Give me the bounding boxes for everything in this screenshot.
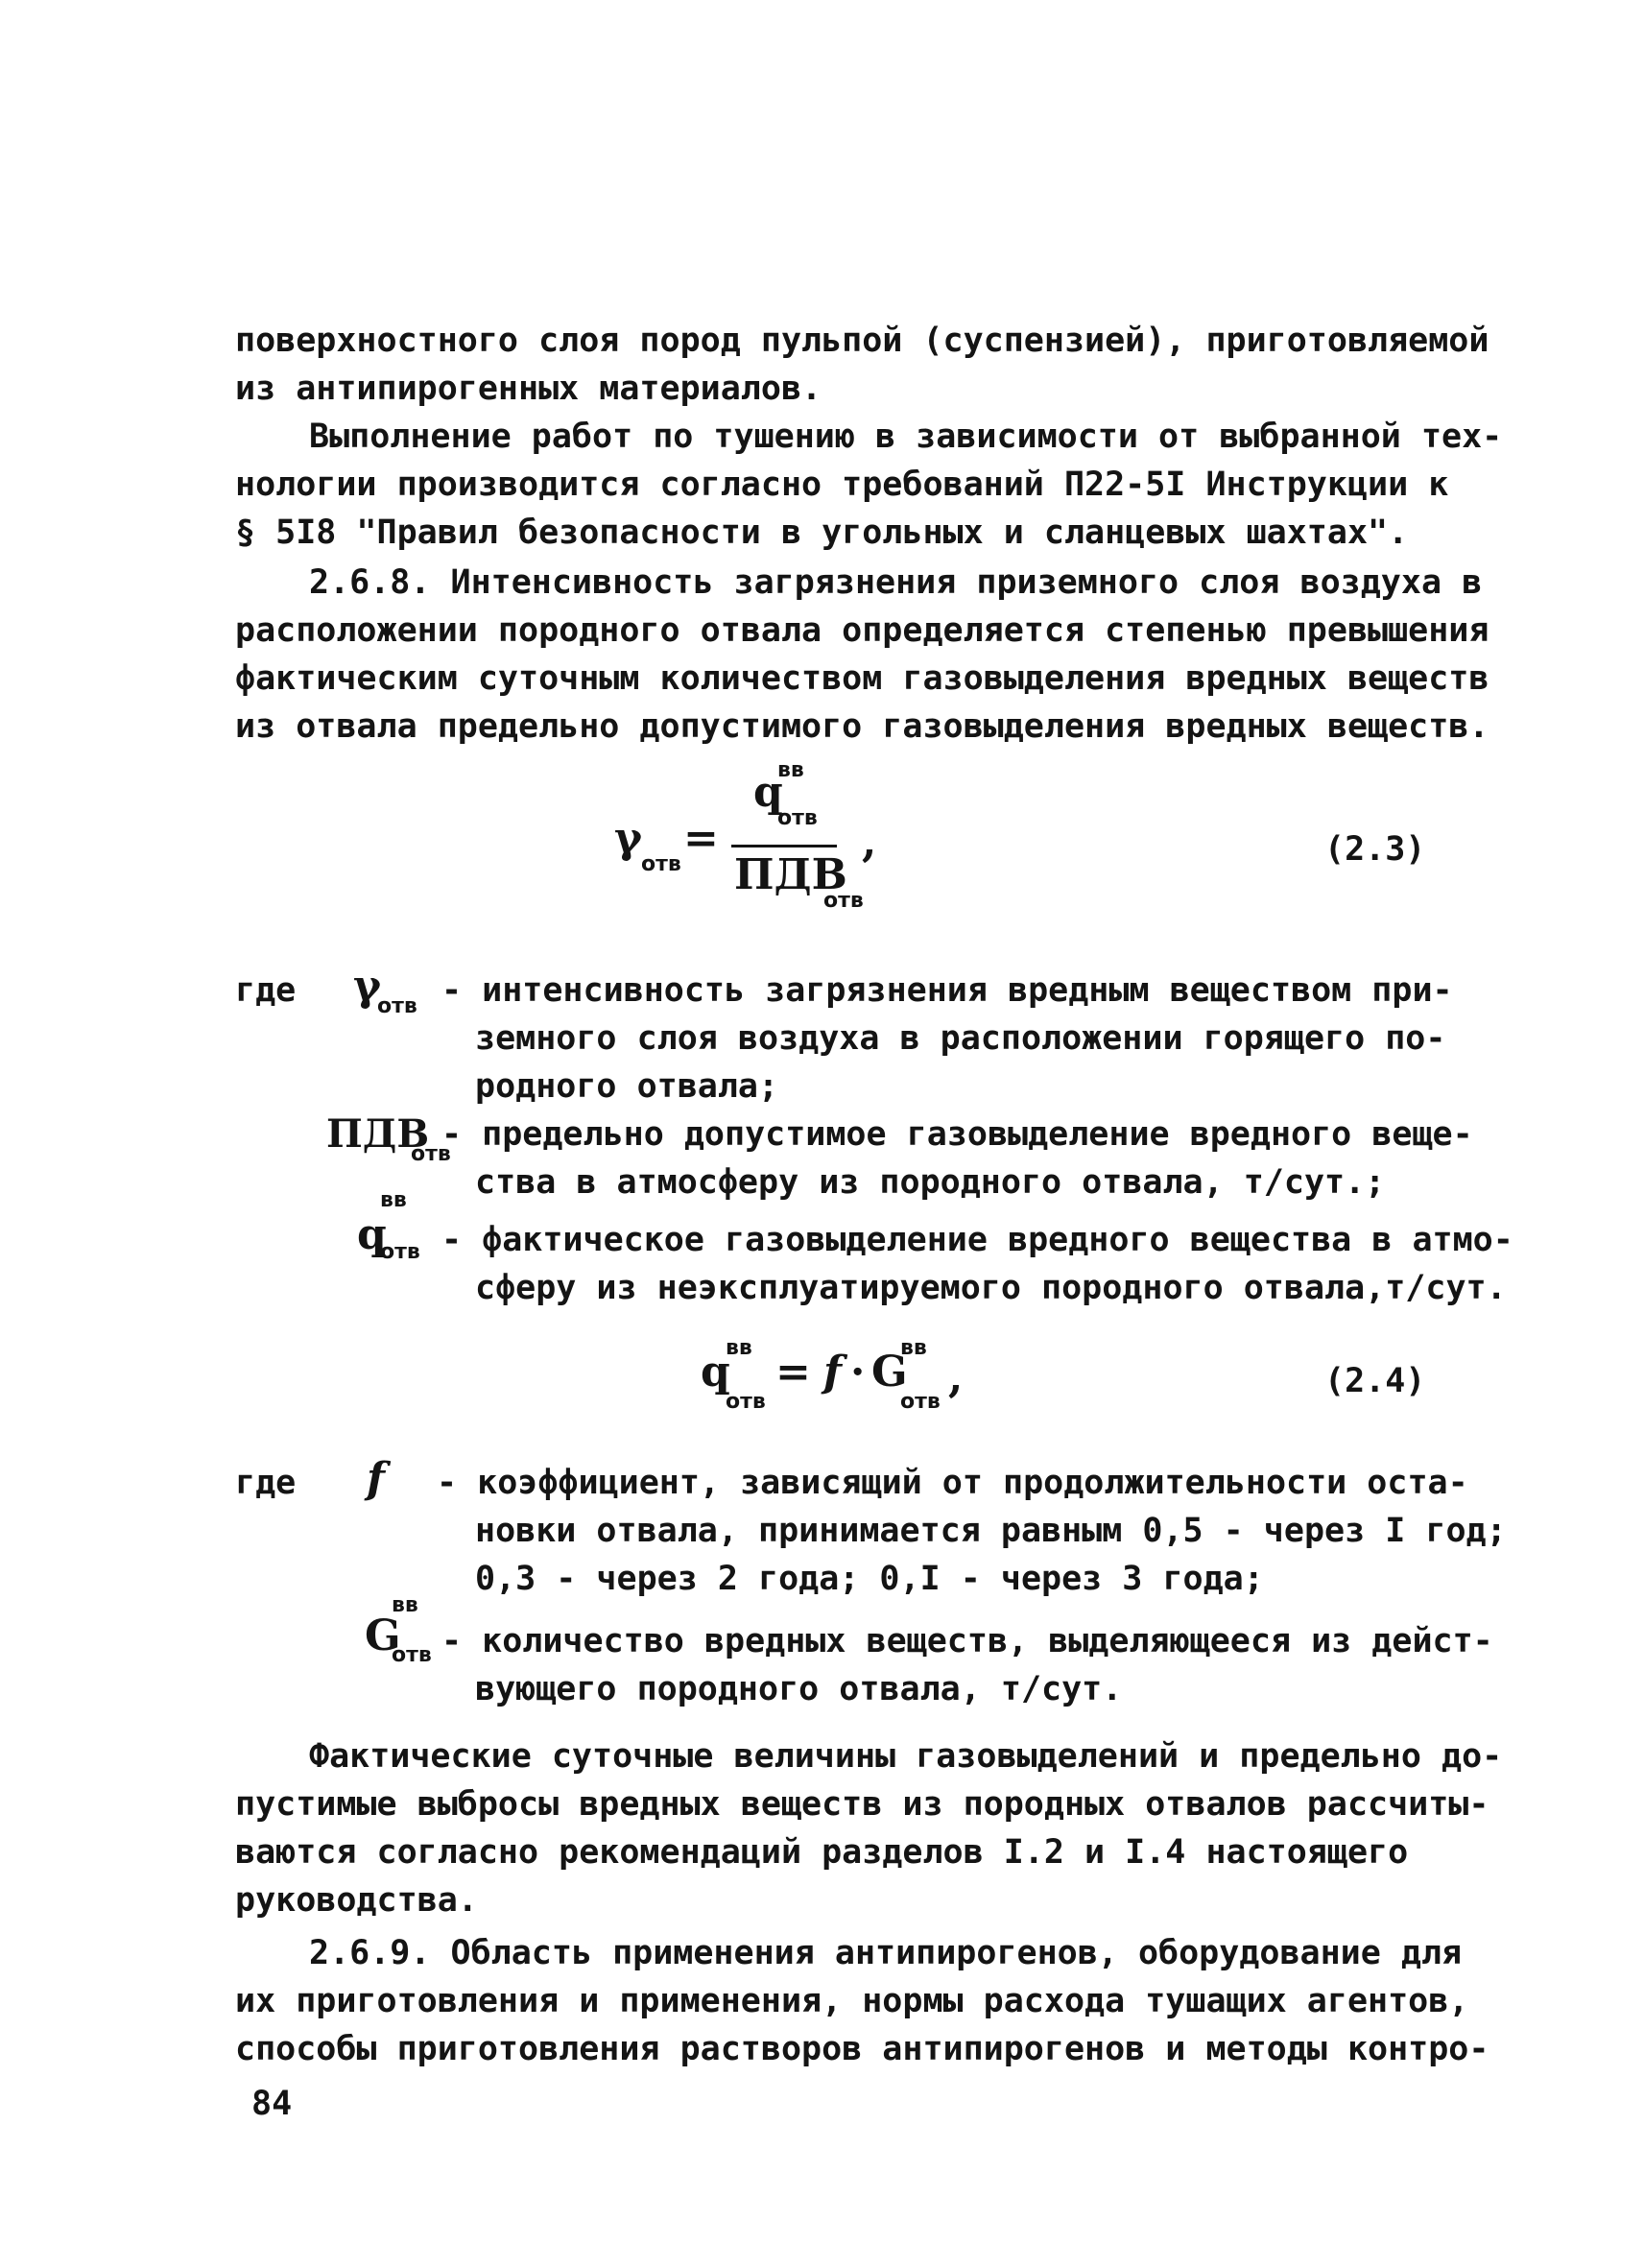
equation-comma: ,: [948, 1353, 964, 1402]
definition-line: вующего породного отвала, т/сут.: [475, 1670, 1123, 1708]
gamma-subscript: отв: [641, 852, 681, 876]
definition-line: - интенсивность загрязнения вредным веществом при-: [441, 971, 1453, 1010]
definition-line: ства в атмосферу из породного отвала, т/сут.;: [475, 1163, 1386, 1202]
text-line: руководства.: [235, 1881, 478, 1920]
definition-line: новки отвала, принимается равным 0,5 - через I год;: [475, 1512, 1507, 1550]
pdv-subscript: отв: [411, 1142, 451, 1166]
text-line: фактическим суточным количеством газовыделения вредных веществ: [235, 659, 1489, 698]
G-subscript: отв: [392, 1643, 432, 1667]
q-superscript: вв: [726, 1336, 752, 1360]
denominator-pdv: ПДВ: [734, 850, 847, 899]
text-line: ваются согласно рекомендаций разделов I.2 и I.4 настоящего: [235, 1833, 1409, 1872]
numerator-subscript: отв: [777, 806, 818, 830]
G-symbol: G: [365, 1611, 401, 1660]
text-line: из отвала предельно допустимого газовыделения вредных веществ.: [235, 707, 1489, 746]
definition-line: - фактическое газовыделение вредного вещества в атмо-: [441, 1221, 1513, 1259]
definition-line: земного слоя воздуха в расположении горящего по-: [475, 1019, 1446, 1058]
G-subscript: отв: [900, 1390, 941, 1414]
f-symbol: f: [367, 1454, 385, 1503]
text-line: § 5I8 "Правил безопасности в угольных и сланцевых шахтах".: [235, 513, 1409, 552]
text-line: их приготовления и применения, нормы расхода тушащих агентов,: [235, 1982, 1469, 2020]
gamma-subscript: отв: [377, 994, 417, 1018]
denominator-subscript: отв: [823, 889, 864, 913]
fraction-bar: [731, 845, 837, 848]
text-line: поверхностного слоя пород пульпой (суспензией), приготовляемой: [235, 322, 1489, 360]
G-superscript: вв: [392, 1593, 418, 1617]
text-line: Выполнение работ по тушению в зависимости от выбранной тех-: [309, 418, 1503, 456]
G-superscript: вв: [900, 1336, 927, 1360]
multiply-dot: ·: [850, 1348, 866, 1397]
equals-sign: =: [683, 814, 719, 863]
numerator-q: q: [753, 768, 783, 817]
q-superscript: вв: [380, 1188, 407, 1212]
definition-line: 0,3 - через 2 года; 0,I - через 3 года;: [475, 1560, 1264, 1598]
f-symbol: f: [823, 1348, 842, 1397]
q-symbol: q: [701, 1348, 730, 1397]
text-line: 2.6.8. Интенсивность загрязнения приземного слоя воздуха в: [309, 563, 1483, 602]
text-line: пустимые выбросы вредных веществ из породных отвалов рассчиты-: [235, 1785, 1489, 1824]
text-line: Фактические суточные величины газовыделений и предельно до-: [309, 1737, 1503, 1776]
gamma-symbol: γ: [614, 814, 643, 863]
where-label: где: [235, 971, 297, 1010]
q-subscript: отв: [726, 1390, 766, 1414]
definition-line: родного отвала;: [475, 1067, 779, 1106]
definition-line: сферу из неэксплуатируемого породного отвала,т/сут.: [475, 1269, 1507, 1307]
numerator-superscript: вв: [777, 758, 804, 782]
gamma-symbol: γ: [353, 962, 382, 1011]
G-symbol: G: [871, 1348, 908, 1397]
pdv-symbol: ПДВ: [326, 1111, 430, 1157]
equation-comma: ,: [862, 818, 877, 867]
equals-sign: =: [775, 1348, 811, 1397]
text-line: из антипирогенных материалов.: [235, 370, 822, 408]
text-line: расположении породного отвала определяется степенью превышения: [235, 611, 1489, 650]
equation-number: (2.3): [1324, 830, 1426, 869]
page-number: 84: [251, 2085, 293, 2123]
equation-number: (2.4): [1324, 1362, 1426, 1400]
text-line: нологии производится согласно требований П22-5I Инструкции к: [235, 466, 1449, 504]
q-subscript: отв: [380, 1240, 420, 1264]
text-line: 2.6.9. Область применения антипирогенов, оборудование для: [309, 1934, 1463, 1972]
text-line: способы приготовления растворов антипирогенов и методы контро-: [235, 2030, 1489, 2068]
definition-line: - коэффициент, зависящий от продолжительности оста-: [437, 1464, 1468, 1502]
definition-line: - предельно допустимое газовыделение вредного веще-: [441, 1115, 1473, 1154]
q-symbol: q: [357, 1210, 387, 1259]
definition-line: - количество вредных веществ, выделяющееся из дейст-: [441, 1622, 1493, 1660]
where-label: где: [235, 1464, 297, 1502]
